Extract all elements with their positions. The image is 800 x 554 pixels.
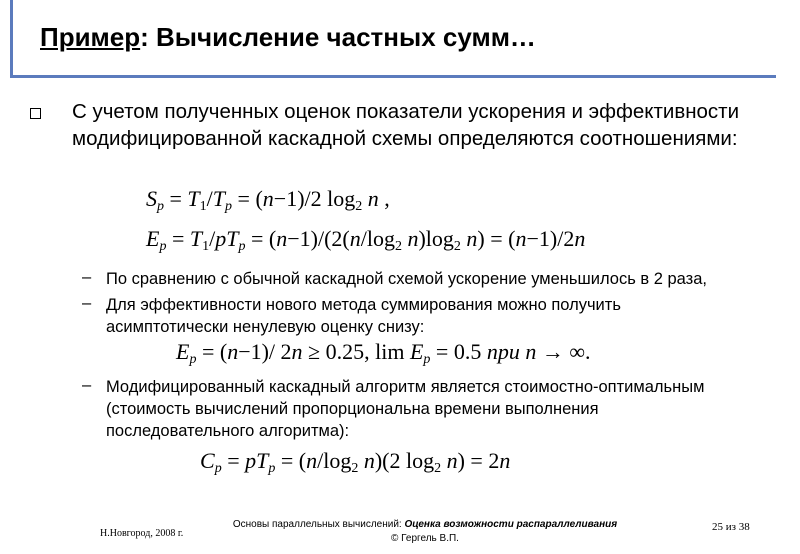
title-rest: : Вычисление частных сумм… [140,22,536,52]
footer-author: © Гергель В.П. [391,533,459,544]
formula-cost: $C_p = pT_p = (n/\log_2$ n)(2 $\log_2 n) = 2n$ [200,448,511,476]
page-number: 25 из 38 [712,521,750,533]
dash-marker: – [82,376,92,394]
footer-course [200,518,650,546]
footer-course-prefix: Основы параллельных вычислений: [232,519,405,530]
square-bullet-icon [30,108,41,119]
intro-text: С учетом полученных оценок показатели ускорения и эффективности модифицированной каскадной схемы определяются соотношениями: [72,100,740,150]
dash-marker: – [82,294,92,312]
title-left-rule [10,0,13,78]
formula-efficiency-limit: $E_p = (n-1)/$ 2n ≥ 0.25, $\lim E_p = 0.5$ при n → ∞. [176,339,591,367]
formula-efficiency: $E_p = T_1/pT_p = (n-1)/(2(n/\log_2$ $n)\log_2$ n) = (n−1)/2n [146,226,586,254]
list-item: Для эффективности нового метода суммирования можно получить асимптотически ненулевую оценку снизу: [106,296,621,336]
title-prefix: Пример [40,22,141,52]
list-item: По сравнению с обычной каскадной схемой ускорение уменьшилось в 2 раза, [106,270,707,288]
list-item: Модифицированный каскадный алгоритм является стоимостно-оптимальным (стоимость вычислений пропорциональна времени выполнения последовательного алгоритма): [106,378,705,440]
footer-course-topic: Оценка возможности распараллеливания [404,519,618,530]
slide-title [40,22,536,53]
formula-speedup: $S_p = T_1/T_p = (n-1)/2$ $\log_2 n$ , [146,186,390,214]
footer-location: Н.Новгород, 2008 г. [100,528,184,539]
title-bottom-rule [10,75,776,78]
dash-marker: – [82,268,92,286]
